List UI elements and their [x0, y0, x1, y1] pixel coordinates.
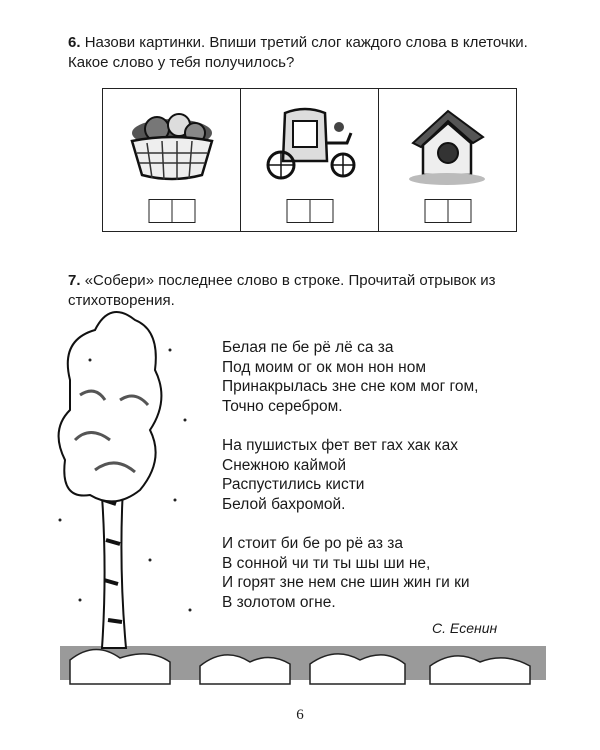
task-6-text: Назови картинки. Впиши третий слог каждого слова в клеточки. Какое слово у тебя получилось?: [68, 34, 528, 71]
page-number: 6: [296, 707, 304, 723]
task-7-text: «Собери» последнее слово в строке. Прочитай отрывок из стихотворения.: [68, 272, 496, 309]
poem-line: На пушистых фет вет гах хак ках: [222, 436, 459, 454]
task-7-number: 7.: [68, 272, 81, 289]
poem-line: И стоит би бе ро рё аз за: [222, 534, 403, 552]
poem-line: В золотом огне.: [222, 593, 336, 611]
poem-line: Белая пе бе рё лё са за: [222, 339, 394, 356]
poem-line: Точно серебром.: [222, 397, 343, 415]
poem-line: В сонной чи ти ты шы ши не,: [222, 554, 431, 572]
poem-line: Под моим ог ок мон нон ном: [222, 358, 426, 376]
stanza-1: [222, 338, 478, 416]
poem-line: Распустились кисти: [222, 476, 365, 494]
stanza-2: [222, 436, 478, 514]
task-6-number: 6.: [68, 34, 81, 51]
poem-line: Принакрылась зне сне ком мог гом,: [222, 378, 479, 396]
stanza-3: [222, 534, 478, 612]
poem-line: Белой бахромой.: [222, 495, 346, 513]
poem-author: С. Есенин: [432, 620, 498, 636]
poem-line: Снежною каймой: [222, 456, 347, 474]
poem: [222, 338, 478, 632]
poem-line: И горят зне нем сне шин жин ги ки: [222, 574, 470, 592]
